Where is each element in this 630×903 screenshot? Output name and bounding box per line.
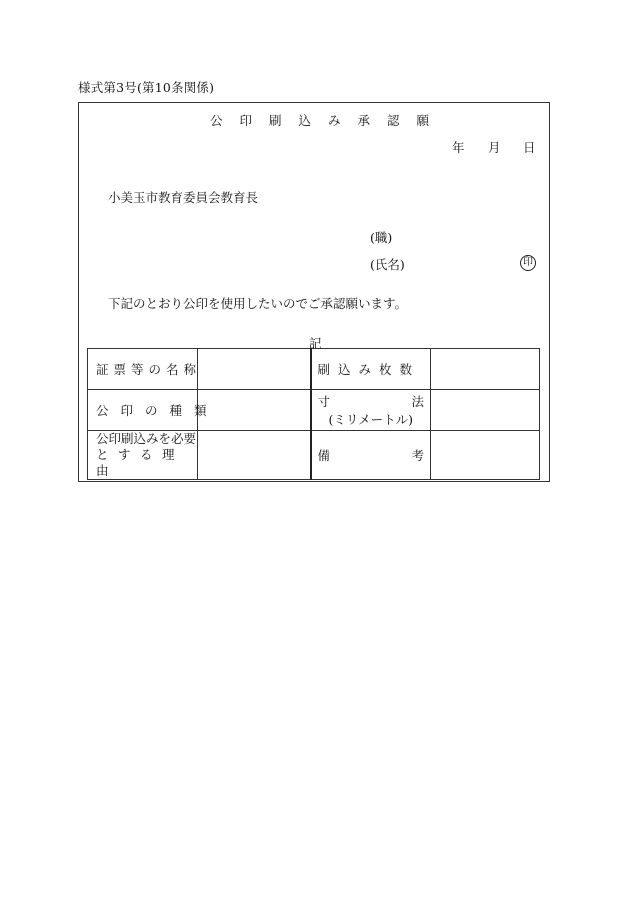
date-month: 月: [488, 140, 501, 155]
dimension-field[interactable]: [431, 390, 540, 431]
applicant-position-label: (職): [370, 230, 393, 245]
request-text: 下記のとおり公印を使用したいのでご承認願います。: [108, 296, 408, 311]
date-year: 年: [452, 140, 465, 155]
seal-type-label: 公印の種類: [88, 390, 198, 431]
document-name-field[interactable]: [198, 349, 311, 390]
document-title: 公印刷込み承認願: [210, 113, 447, 128]
date-day: 日: [523, 140, 536, 155]
dimension-label-cell: [311, 390, 431, 431]
document-name-label: 証票等の名称: [88, 349, 198, 390]
form-number: 様式第3号(第10条関係): [78, 80, 215, 95]
dimension-unit-label: (ミリメートル): [328, 412, 413, 427]
remarks-label-cell: [311, 431, 431, 480]
reason-label-cell: [88, 431, 198, 480]
reason-label-line2: とする理由: [96, 447, 185, 478]
table-row: [88, 390, 540, 431]
details-table: [87, 348, 540, 480]
remarks-field[interactable]: [431, 431, 540, 480]
reason-field[interactable]: [198, 431, 311, 480]
dimension-label-a: 寸: [317, 394, 331, 409]
remarks-label-b: 考: [411, 448, 424, 463]
table-row: [88, 349, 540, 390]
addressee: 小美玉市教育委員会教育長: [108, 190, 259, 205]
dimension-label-b: 法: [411, 394, 424, 409]
print-count-field[interactable]: [431, 349, 540, 390]
reason-label-line1: 公印刷込みを必要: [96, 431, 197, 446]
table-row: [88, 431, 540, 480]
applicant-name-label: (氏名): [370, 257, 405, 272]
record-heading: 記: [309, 336, 322, 351]
print-count-label: 刷込み枚数: [311, 349, 431, 390]
seal-icon: 印: [520, 255, 536, 271]
remarks-label-a: 備: [317, 448, 331, 463]
